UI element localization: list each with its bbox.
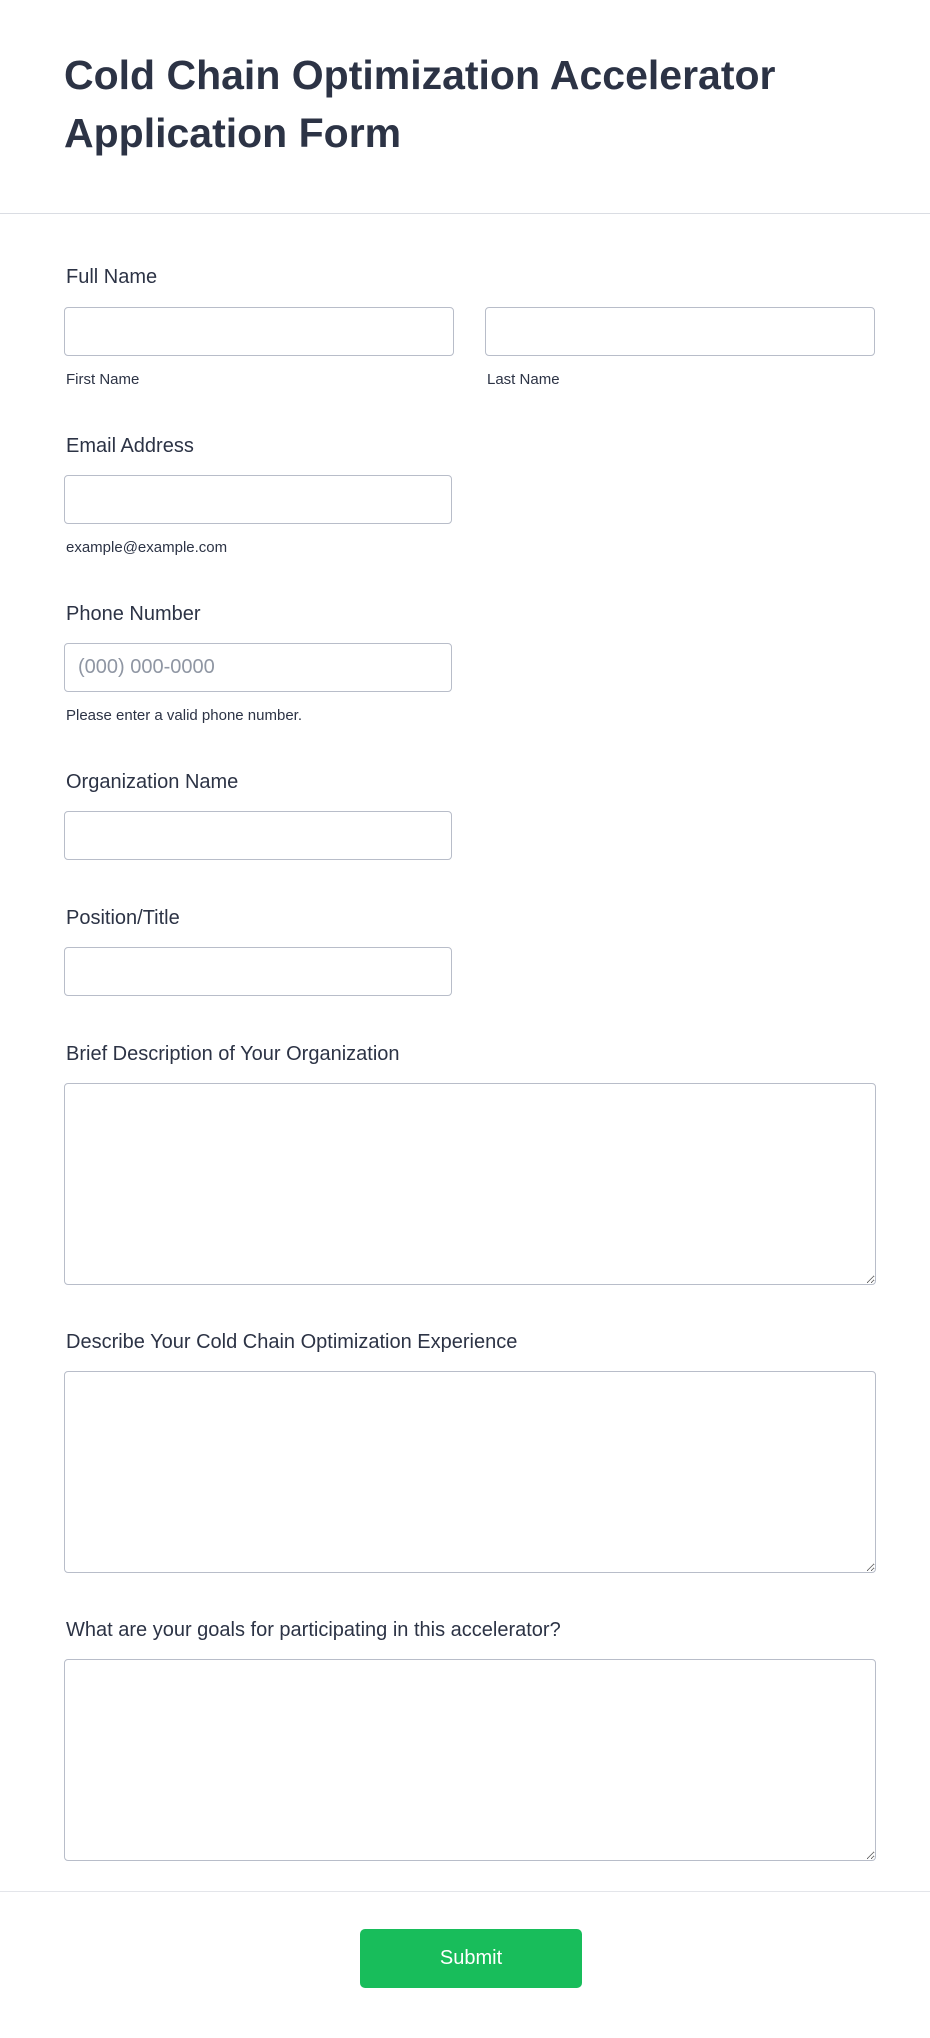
- email-input[interactable]: [64, 475, 452, 524]
- position-label: Position/Title: [66, 907, 180, 929]
- last-name-input[interactable]: [485, 307, 875, 356]
- first-name-sublabel: First Name: [66, 371, 140, 388]
- organization-label: Organization Name: [66, 771, 239, 793]
- email-sublabel: example@example.com: [66, 539, 228, 556]
- phone-sublabel: Please enter a valid phone number.: [66, 707, 302, 724]
- email-label: Email Address: [66, 435, 194, 457]
- first-name-input[interactable]: [64, 307, 454, 356]
- last-name-sublabel: Last Name: [487, 371, 560, 388]
- form-footer: [0, 1891, 930, 2038]
- full-name-label: Full Name: [66, 266, 158, 288]
- form-title: Cold Chain Optimization Accelerator Application Form: [64, 52, 776, 156]
- goals-textarea[interactable]: [64, 1659, 876, 1861]
- org-description-label: Brief Description of Your Organization: [66, 1043, 400, 1065]
- experience-label: Describe Your Cold Chain Optimization Experience: [66, 1331, 518, 1353]
- submit-button[interactable]: Submit: [360, 1929, 582, 1988]
- phone-label: Phone Number: [66, 603, 201, 625]
- position-input[interactable]: [64, 947, 452, 996]
- org-description-textarea[interactable]: [64, 1083, 876, 1285]
- experience-textarea[interactable]: [64, 1371, 876, 1573]
- goals-label: What are your goals for participating in this accelerator?: [66, 1619, 561, 1641]
- form-header: [0, 0, 930, 214]
- organization-input[interactable]: [64, 811, 452, 860]
- phone-input[interactable]: [64, 643, 452, 692]
